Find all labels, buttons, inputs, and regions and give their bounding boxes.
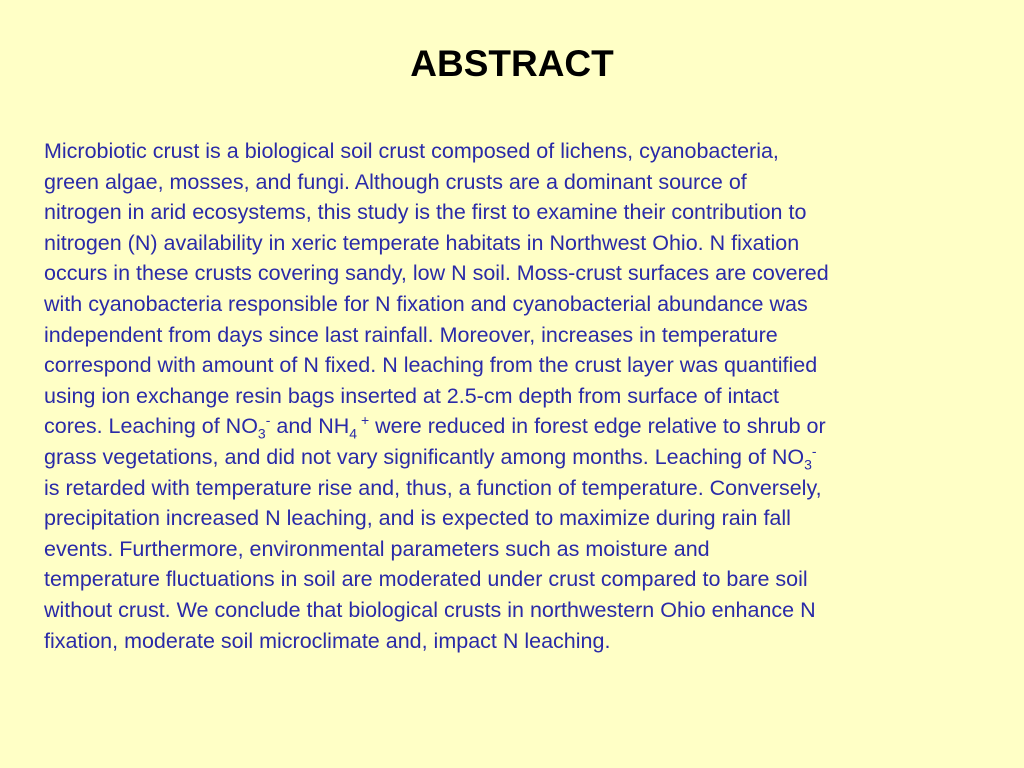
abstract-line: nitrogen in arid ecosystems, this study is the first to examine their contribution to — [44, 200, 807, 225]
text-run: grass vegetations, and did not vary significantly among months. Leaching of NO — [44, 444, 805, 469]
page-title: ABSTRACT — [410, 43, 614, 84]
abstract-line — [44, 442, 994, 473]
subscript: 4 — [349, 425, 358, 442]
abstract-body — [44, 136, 994, 656]
abstract-line: without crust. We conclude that biological crusts in northwestern Ohio enhance N — [44, 597, 816, 622]
abstract-line: is retarded with temperature rise and, thus, a function of temperature. Conversely, — [44, 475, 822, 500]
superscript: + — [357, 412, 370, 429]
superscript: - — [265, 412, 271, 429]
abstract-line: events. Furthermore, environmental parameters such as moisture and — [44, 536, 710, 561]
abstract-line: precipitation increased N leaching, and is expected to maximize during rain fall — [44, 506, 791, 531]
abstract-line: occurs in these crusts covering sandy, low N soil. Moss-crust surfaces are covered — [44, 261, 829, 286]
text-run: were reduced in forest edge relative to shrub or — [369, 414, 826, 439]
abstract-line: fixation, moderate soil microclimate and, impact N leaching. — [44, 628, 611, 653]
abstract-line — [44, 411, 994, 442]
subscript: 3 — [257, 425, 266, 442]
abstract-line: independent from days since last rainfall. Moreover, increases in temperature — [44, 322, 778, 347]
text-run: cores. Leaching of NO — [44, 414, 258, 439]
abstract-line: Microbiotic crust is a biological soil crust composed of lichens, cyanobacteria, — [44, 139, 779, 163]
abstract-line: temperature fluctuations in soil are moderated under crust compared to bare soil — [44, 567, 808, 592]
abstract-line: nitrogen (N) availability in xeric temperate habitats in Northwest Ohio. N fixation — [44, 230, 800, 255]
abstract-line: correspond with amount of N fixed. N leaching from the crust layer was quantified — [44, 353, 818, 378]
superscript: - — [811, 442, 817, 459]
abstract-line: green algae, mosses, and fungi. Although crusts are a dominant source of — [44, 169, 747, 194]
subscript: 3 — [804, 456, 812, 473]
abstract-line: with cyanobacteria responsible for N fixation and cyanobacterial abundance was — [44, 291, 808, 316]
abstract-line: using ion exchange resin bags inserted at 2.5-cm depth from surface of intact — [44, 383, 779, 408]
text-run: and NH — [270, 414, 350, 439]
